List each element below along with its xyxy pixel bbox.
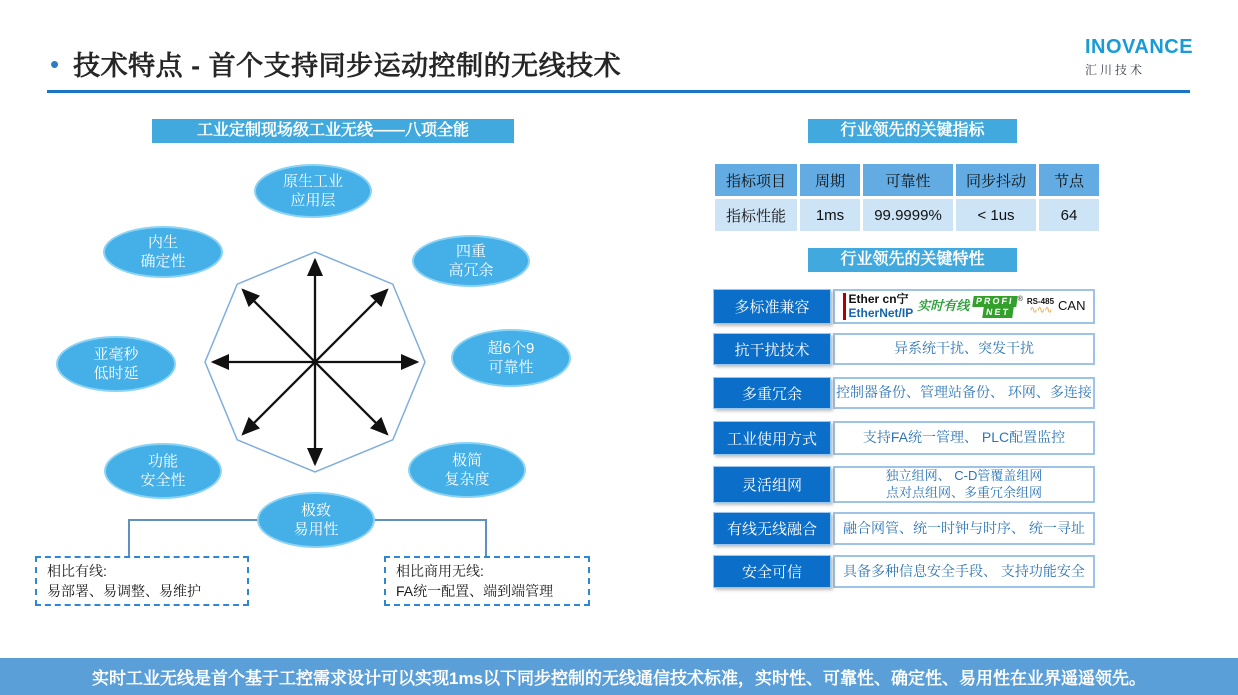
feature-label: 抗干扰技术 [713, 333, 831, 365]
feature-label: 多重冗余 [713, 377, 831, 409]
page-title-row [50, 44, 621, 83]
ellipse-label: 超6个9 [487, 339, 535, 357]
octagon-web-diagram [199, 246, 431, 478]
feature-content-text: 融合网管、统一时钟与时序、 统一寻址 [843, 519, 1085, 536]
features-banner: 行业领先的关键特性 [808, 248, 1017, 272]
rs485-text: RS-485 [1026, 296, 1055, 306]
metrics-data-cell: 64 [1039, 199, 1099, 231]
fieldbus-logo-cluster [841, 293, 1088, 321]
ellipse-ultimate-usability [257, 492, 375, 548]
profinet-logo [973, 296, 1023, 318]
metrics-header-cell: 指标项目 [715, 164, 797, 196]
logo-subtitle: 汇川技术 [1085, 63, 1146, 77]
ellipse-functional-safety [104, 443, 222, 499]
ellipse-endogenous-determinism [103, 226, 223, 278]
ellipse-label: 功能 [147, 452, 178, 470]
feature-content-text: 点对点组网、多重冗余组网 [885, 484, 1042, 500]
metrics-banner: 行业领先的关键指标 [808, 119, 1017, 143]
rs485-can-logo [1027, 298, 1054, 316]
wave-icon: ∿∿∿ [1029, 304, 1052, 316]
profi-text: PROFI [972, 296, 1017, 307]
feature-row-security-trust [713, 555, 1095, 588]
feature-row-multi-standard [713, 289, 1095, 324]
feature-row-multi-redundancy [713, 377, 1095, 409]
ellipse-native-app-layer [254, 164, 372, 218]
compare-wired-body: 易部署、易调整、易维护 [47, 583, 201, 600]
feature-row-wired-wireless-fusion [713, 512, 1095, 545]
feature-row-anti-interference [713, 333, 1095, 365]
ethernet-ip-logo: EtherNet/IP [848, 305, 914, 320]
ellipse-label: 极简 [451, 451, 482, 469]
ellipse-six-nines-reliability [451, 329, 571, 387]
ellipse-submillisecond-latency [56, 336, 176, 392]
feature-content [833, 421, 1095, 455]
metrics-header-cell: 节点 [1039, 164, 1099, 196]
compare-commercial-title: 相比商用无线: [396, 563, 484, 579]
metrics-data-cell: < 1us [956, 199, 1036, 231]
realtime-wired-logo: 实时有线 [917, 298, 970, 314]
ethercat-ethernetip-logos [843, 293, 914, 321]
feature-content-text: 独立组网、 C-D管覆盖组网 [885, 468, 1043, 484]
feature-row-industrial-usage [713, 421, 1095, 455]
ellipse-minimal-complexity [408, 442, 526, 498]
metrics-header-cell: 同步抖动 [956, 164, 1036, 196]
ellipse-label: 安全性 [140, 472, 186, 489]
metrics-header-cell: 周期 [800, 164, 860, 196]
registered-mark: ® [1017, 295, 1023, 303]
feature-label: 安全可信 [713, 555, 831, 588]
feature-row-flexible-networking [713, 466, 1095, 503]
feature-content [833, 466, 1095, 503]
title-bullet-icon: • [50, 48, 60, 79]
feature-label: 灵活组网 [713, 466, 831, 503]
page-title: 技术特点 - 首个支持同步运动控制的无线技术 [73, 51, 622, 81]
ellipse-label: 易用性 [293, 521, 339, 538]
metrics-header-row [715, 164, 1099, 196]
feature-content-text: 具备多种信息安全手段、 支持功能安全 [843, 562, 1085, 579]
feature-label: 工业使用方式 [713, 421, 831, 455]
ellipse-label: 内生 [147, 233, 178, 251]
ellipse-quad-redundancy [412, 235, 530, 287]
feature-content [833, 512, 1095, 545]
bracket-right-drop-line [485, 519, 487, 558]
compare-commercial-body: FA统一配置、端到端管理 [396, 583, 554, 600]
compare-commercial-box [384, 556, 590, 606]
ellipse-label: 确定性 [140, 253, 186, 270]
ellipse-label: 原生工业 [282, 172, 343, 190]
ethercat-logo: Ether cn宁 [848, 291, 909, 306]
ellipse-label: 复杂度 [444, 471, 490, 488]
feature-content [833, 555, 1095, 588]
ellipse-label: 高冗余 [448, 262, 494, 279]
ellipse-label: 亚毫秒 [93, 345, 139, 363]
metrics-data-cell: 1ms [800, 199, 860, 231]
metrics-header-cell: 可靠性 [863, 164, 953, 196]
net-text: NET [982, 307, 1014, 318]
feature-label: 多标准兼容 [713, 289, 831, 324]
metrics-data-cell: 99.9999% [863, 199, 953, 231]
metrics-data-row [715, 199, 1099, 231]
can-logo: CAN [1058, 298, 1086, 314]
feature-label: 有线无线融合 [713, 512, 831, 545]
feature-content-text: 异系统干扰、突发干扰 [894, 340, 1034, 357]
footer-summary-bar: 实时工业无线是首个基于工控需求设计可以实现1ms以下同步控制的无线通信技术标准，实时性、可靠性、确定性、易用性在业界遥遥领先。 [0, 658, 1238, 695]
diagram-banner: 工业定制现场级工业无线——八项全能 [152, 119, 514, 143]
metrics-data-cell: 指标性能 [715, 199, 797, 231]
logo-wordmark: INOVANCE [1085, 36, 1194, 58]
ellipse-label: 应用层 [290, 192, 336, 209]
ellipse-label: 极致 [300, 501, 331, 519]
bracket-left-drop-line [128, 519, 130, 558]
feature-content-logos [833, 289, 1095, 324]
company-logo [1085, 36, 1193, 78]
feature-content [833, 333, 1095, 365]
ellipse-label: 可靠性 [488, 359, 534, 376]
ellipse-label: 四重 [455, 242, 486, 260]
feature-content-text: 支持FA统一管理、 PLC配置监控 [862, 429, 1066, 446]
compare-wired-title: 相比有线: [47, 563, 107, 579]
profinet-top [973, 296, 1023, 307]
ellipse-label: 低时延 [93, 365, 139, 382]
metrics-table [712, 161, 1102, 234]
feature-content [833, 377, 1095, 409]
title-underline [47, 90, 1190, 93]
feature-content-text: 控制器备份、管理站备份、 环网、多连接 [836, 384, 1092, 401]
compare-wired-box [35, 556, 249, 606]
